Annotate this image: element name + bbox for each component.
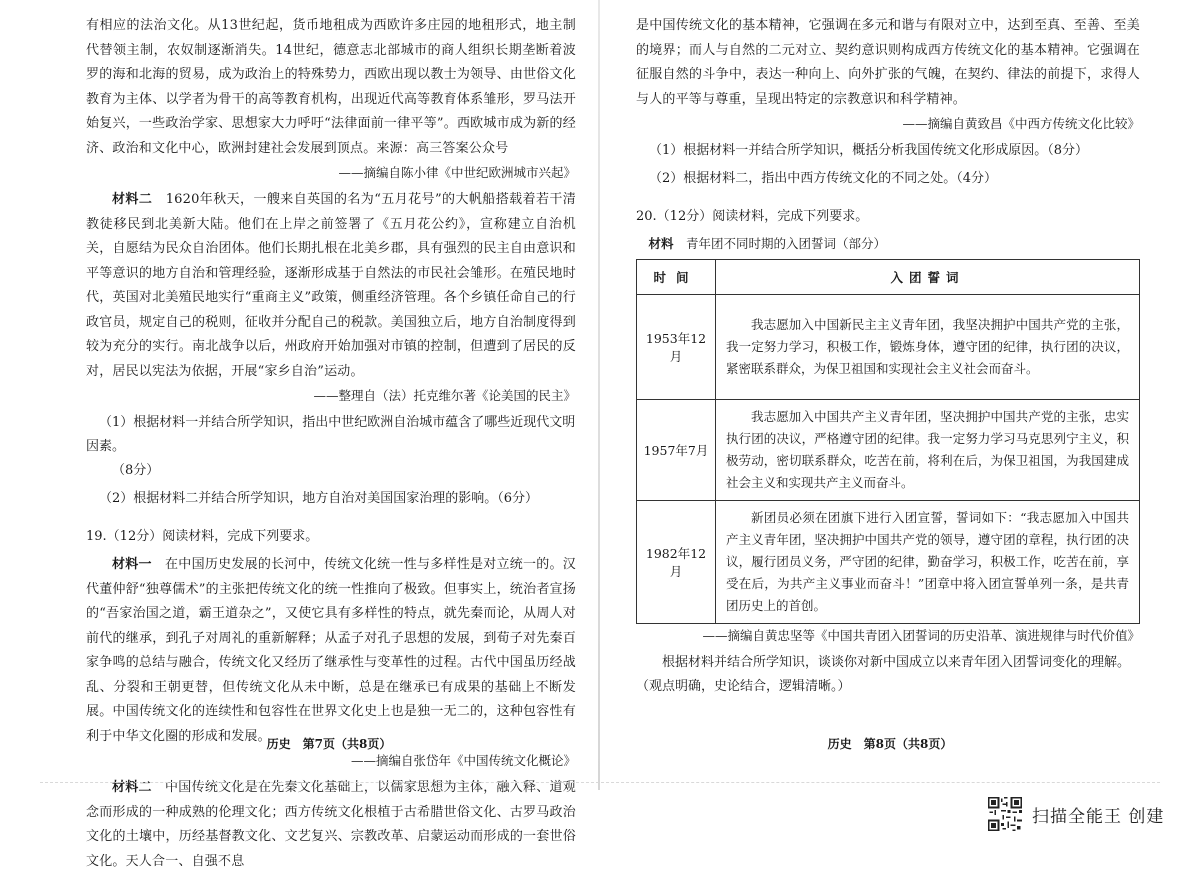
question-18-1-text: （1）根据材料一并结合所学知识，指出中世纪欧洲自治城市蕴含了哪些近现代文明因素。 — [86, 415, 576, 454]
q19-material-2-label: 材料二 — [112, 780, 152, 795]
table-row — [637, 295, 1140, 400]
row-oath: 我志愿加入中国共产主义青年团，坚决拥护中国共产党的主张，忠实执行团的决议，严格遵守团的纪律。我一定努力学习马克思列宁主义，积极劳动，密切联系群众，吃苦在前，将利在后，为保卫祖国，为我国建成社会主义和实现共产主义而奋斗。 — [716, 400, 1140, 501]
left-para-continue: 有相应的法治文化。从13世纪起，货币地租成为西欧许多庄园的地租形式，地主制代替领主制，农奴制逐渐消失。14世纪，德意志北部城市的商人组织长期垄断着波罗的海和北海的贸易，成为政治上的特殊势力，西欧出现以教士为领导、由世俗文化教育为主体、以学者为骨干的高等教育机构，出现近代高等教育体系雏形，罗马法开始复兴，一些政治学家、思想家大力呼吁“法律面前一律平等”。西欧城市成为新的经济、政治和文化中心，欧洲封建社会发展到顶点。来源：高三答案公众号 — [86, 18, 576, 156]
oath-table — [636, 259, 1140, 624]
right-source: ——摘编自黄致昌《中西方传统文化比较》 — [902, 116, 1140, 131]
question-19-head: 19.（12分）阅读材料，完成下列要求。 — [86, 529, 319, 544]
left-page-footer: 历史 第7页（共8页） — [266, 737, 392, 751]
question-20-text: 根据材料并结合所学知识，谈谈你对新中国成立以来青年团入团誓词变化的理解。（观点明确，史论结合，逻辑清晰。） — [636, 655, 1131, 694]
question-19-2: （2）根据材料二，指出中西方传统文化的不同之处。（4分） — [649, 171, 998, 186]
q19-material-1-source: ——摘编自张岱年《中国传统文化概论》 — [350, 753, 576, 768]
right-page — [600, 0, 1200, 790]
scan-edge-line — [40, 782, 1160, 783]
left-material-2 — [86, 188, 576, 384]
table-caption-text: 青年团不同时期的入团誓词（部分） — [686, 236, 887, 251]
table-row — [637, 400, 1140, 501]
question-20-head: 20.（12分）阅读材料，完成下列要求。 — [636, 209, 869, 224]
row-date: 1957年7月 — [637, 400, 716, 501]
left-source-2: ——整理自（法）托克维尔著《论美国的民主》 — [313, 388, 576, 403]
table-source: ——摘编自黄忠坚等《中国共青团入团誓词的历史沿革、演进规律与时代价值》 — [702, 628, 1140, 643]
table-caption — [636, 233, 1140, 255]
material-2-label: 材料二 — [112, 192, 153, 207]
scanner-watermark — [988, 796, 1164, 832]
oath-table-header — [637, 260, 1140, 295]
question-18-2: （2）根据材料二并结合所学知识，地方自治对美国国家治理的影响。（6分） — [99, 491, 539, 506]
table-row — [637, 501, 1140, 624]
table-caption-label: 材料 — [648, 236, 674, 251]
right-para-continue: 是中国传统文化的基本精神，它强调在多元和谐与有限对立中，达到至真、至善、至美的境界；而人与自然的二元对立、契约意识则构成西方传统文化的基本精神。它强调在征服自然的斗争中，表达一种向上、向外扩张的气魄，在契约、律法的前提下，求得人与人的平等与尊重，呈现出特定的宗教意识和科学精神。 — [636, 18, 1140, 107]
question-19-1: （1）根据材料一并结合所学知识，概括分析我国传统文化形成原因。（8分） — [649, 143, 1089, 158]
left-source-1: ——摘编自陈小律《中世纪欧洲城市兴起》 — [338, 165, 576, 180]
q19-material-2 — [86, 776, 576, 874]
q19-material-2-text: 中国传统文化是在先秦文化基础上，以儒家思想为主体，融入释、道观念而形成的一种成熟的伦理文化；西方传统文化根植于古希腊世俗文化、古罗马政治文化的土壤中，历经基督教文化、文艺复兴、宗教改革、启蒙运动而形成的一套世俗文化。天人合一、自强不息 — [86, 780, 576, 869]
qr-code-icon — [988, 797, 1022, 831]
row-date: 1982年12月 — [637, 501, 716, 624]
material-2-text: 1620年秋天，一艘来自英国的名为“五月花号”的大帆船搭载着若干清教徒移民到北美新大陆。他们在上岸之前签署了《五月花公约》，宣称建立自治机关，自愿结为民众自治团体。他们长期扎根在北美乡郡，具有强烈的民主自由意识和平等意识的地方自治和管理经验，逐渐形成基于自然法的市民社会雏形。在殖民地时代，英国对北美殖民地实行“重商主义”政策，侧重经济管理。各个乡镇任命自己的行政官员，规定自己的税则，征收并分配自己的税款。美国独立后，地方自治制度得到较为充分的实行。南北战争以后，州政府开始加强对市镇的控制，但遭到了居民的反对，居民以宪法为依据，开展“家乡自治”运动。 — [86, 192, 576, 379]
row-oath: 我志愿加入中国新民主主义青年团，我坚决拥护中国共产党的主张，我一定努力学习，积极工作，锻炼身体，遵守团的纪律，执行团的决议，紧密联系群众，为保卫祖国和实现社会主义社会而奋斗。 — [716, 295, 1140, 400]
question-18-1 — [86, 411, 576, 483]
row-date: 1953年12月 — [637, 295, 716, 400]
row-oath: 新团员必须在团旗下进行入团宣誓，誓词如下：“我志愿加入中国共产主义青年团，坚决拥护中国共产党的领导，遵守团的章程，执行团的决议，履行团员义务，严守团的纪律，勤奋学习，积极工作，吃苦在前，享受在后，为共产主义事业而奋斗！”团章中将入团宣誓单列一条，是共青团历史上的首创。 — [716, 501, 1140, 624]
right-page-footer: 历史 第8页（共8页） — [827, 737, 953, 751]
q19-material-1-text: 在中国历史发展的长河中，传统文化统一性与多样性是对立统一的。汉代董仲舒“独尊儒术”的主张把传统文化的统一性推向了极致。但事实上，统治者宣扬的“吾家治国之道，霸王道杂之”，又使它具有多样性的特点，就先秦而论，从周人对前代的继承，到孔子对周礼的重新解释；从孟子对孔子思想的发展，到荀子对先秦百家争鸣的总结与融合，传统文化又经历了继承性与变革性的过程。古代中国虽历经战乱、分裂和王朝更替，但传统文化从未中断，总是在继承已有成果的基础上不断发展。中国传统文化的连续性和包容性在世界文化史上也是独一无二的，这种包容性有利于中华文化圈的形成和发展。 — [86, 557, 576, 744]
q19-material-1 — [86, 553, 576, 749]
scanner-label: 扫描全能王 创建 — [1032, 806, 1165, 827]
q19-material-1-label: 材料一 — [112, 557, 152, 572]
left-page — [0, 0, 598, 869]
header-oath: 入团誓词 — [716, 260, 1140, 295]
header-time: 时间 — [637, 260, 716, 295]
question-18-1-points: （8分） — [112, 463, 160, 478]
